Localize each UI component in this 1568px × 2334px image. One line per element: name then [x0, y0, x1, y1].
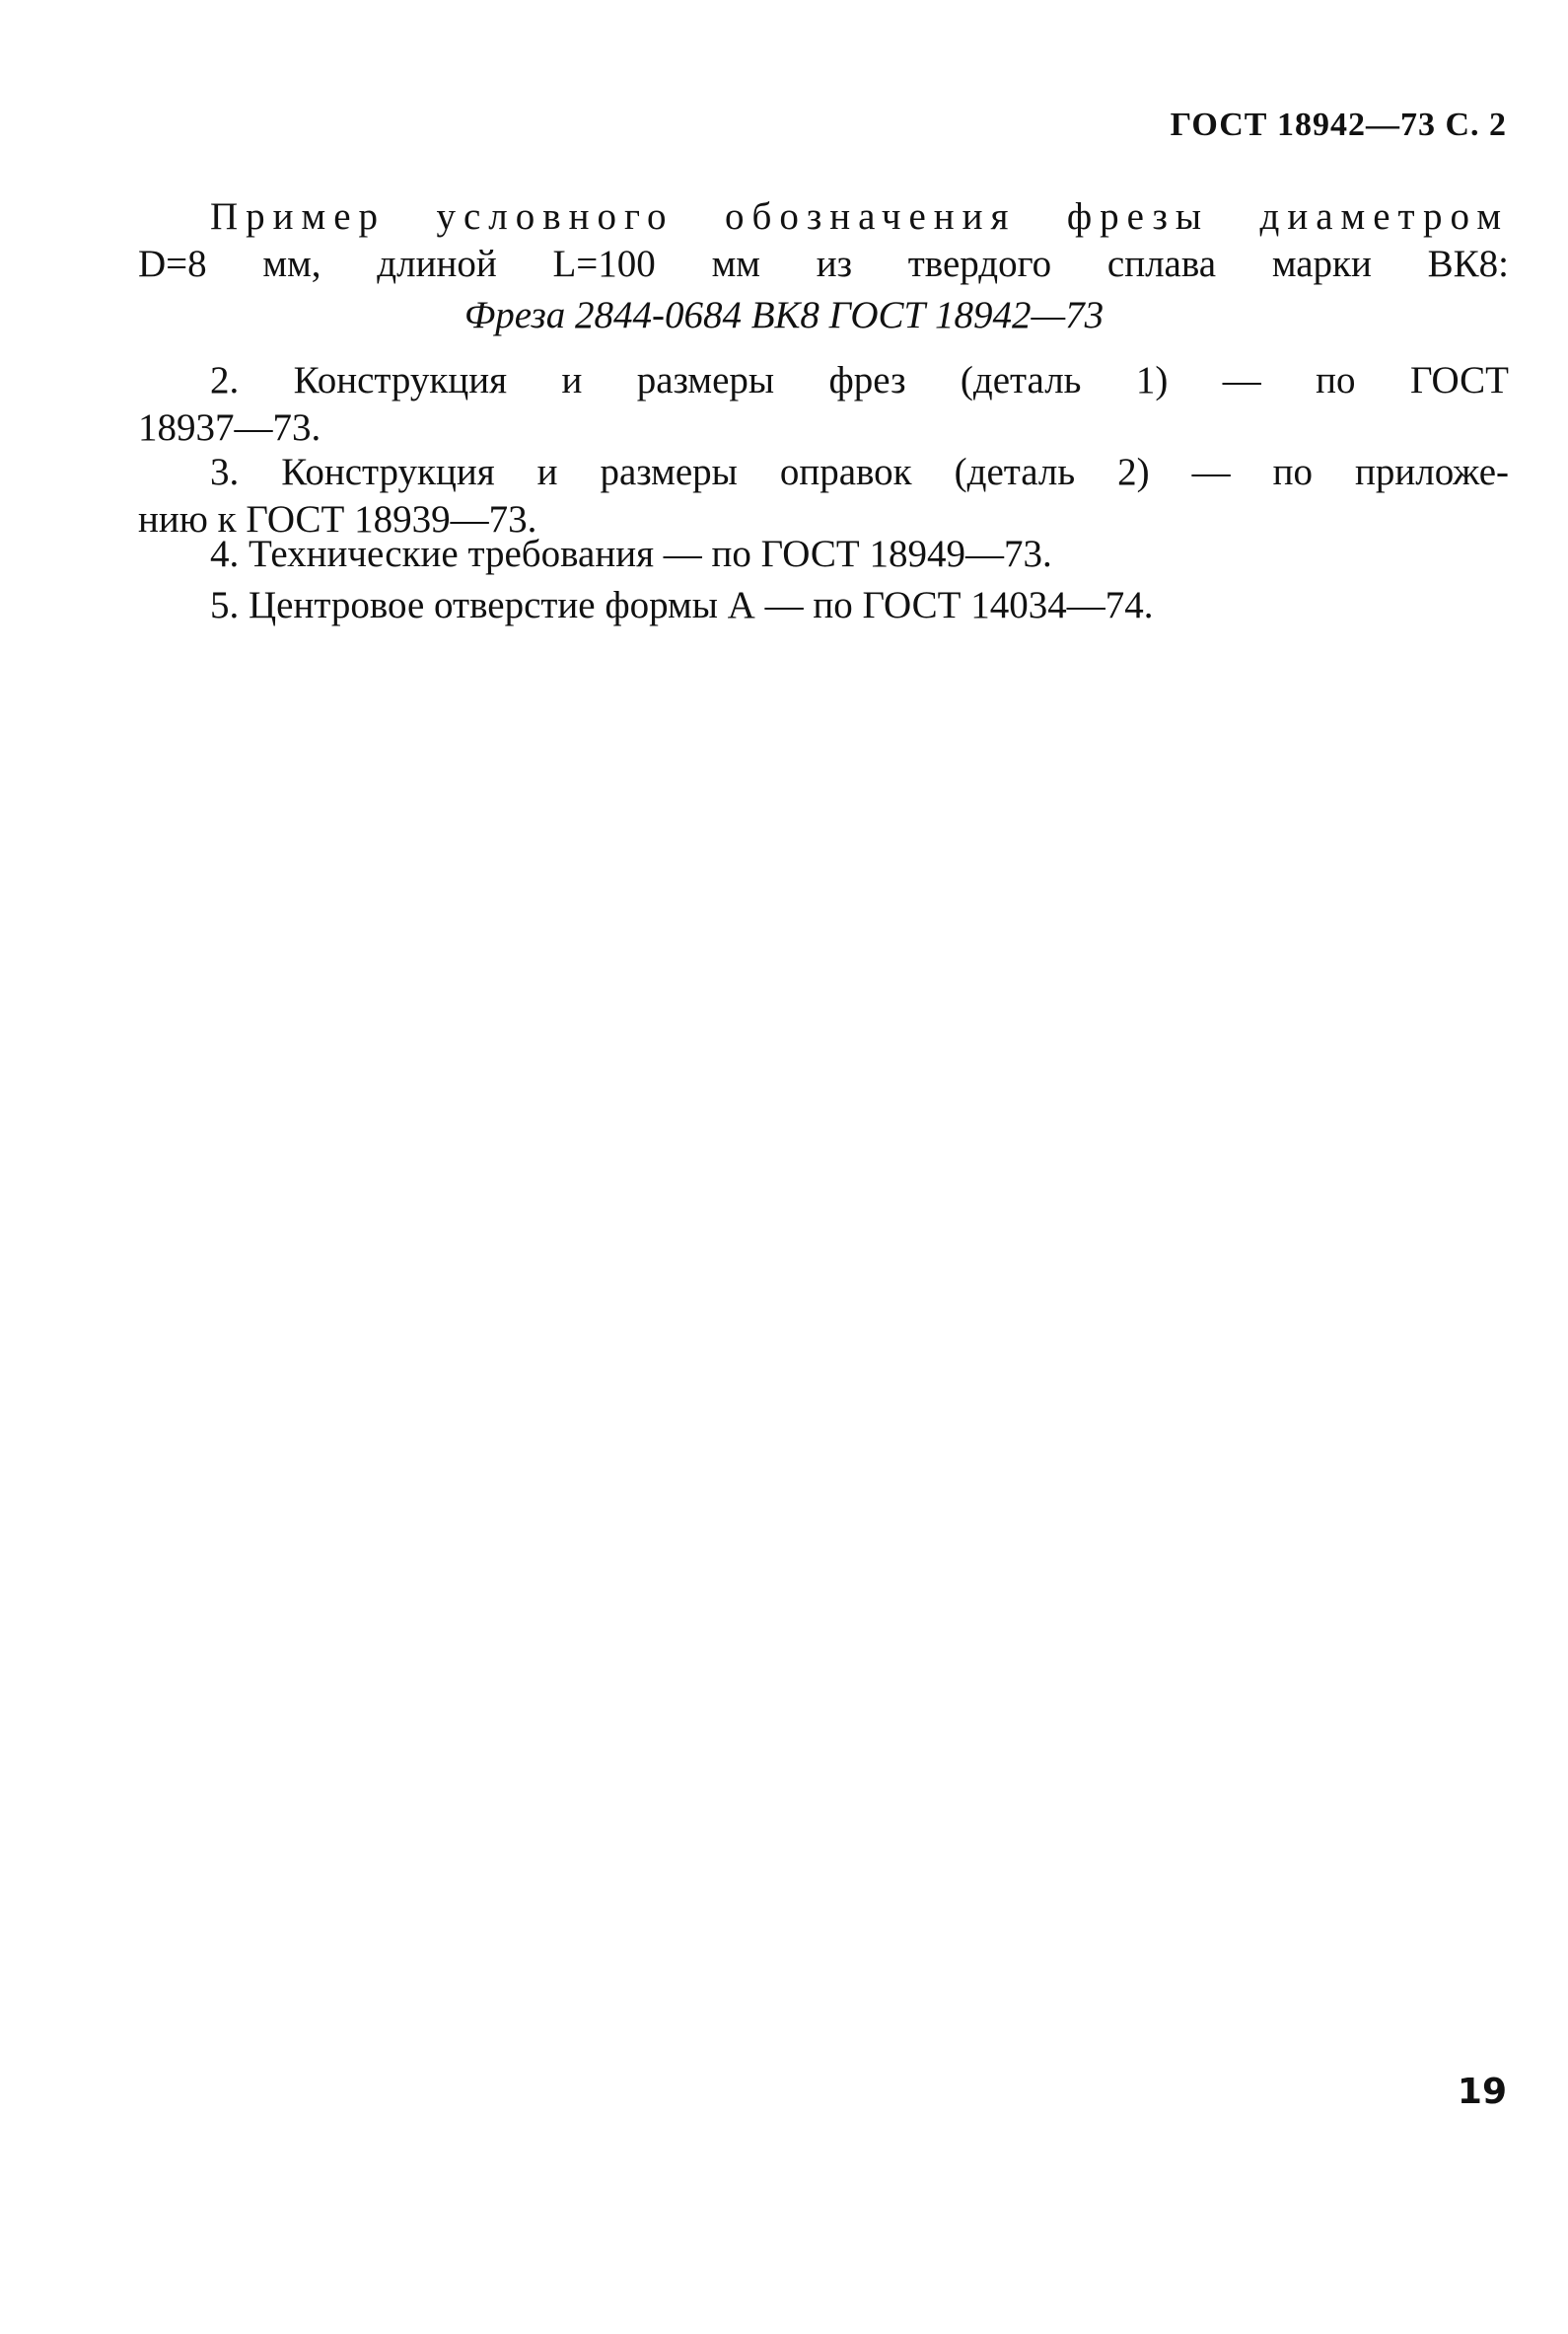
item-2-line-1: 2. Конструкция и размеры фрез (деталь 1) — по ГОСТ — [210, 359, 1509, 401]
running-head: ГОСТ 18942—73 С. 2 — [1170, 107, 1507, 143]
item-4-line-1: 4. Технические требования — по ГОСТ 18949—73. — [210, 533, 1052, 575]
item-3-line-2: нию к ГОСТ 18939—73. — [138, 498, 537, 541]
example-line-1: Пример условного обозначения фрезы диаметром — [210, 195, 1509, 238]
item-3-line-1: 3. Конструкция и размеры оправок (деталь 2) — по приложе- — [210, 451, 1509, 493]
page-number: 19 — [1457, 2072, 1507, 2112]
example-line-2: D=8 мм, длиной L=100 мм из твердого сплава марки ВК8: — [138, 243, 1509, 285]
item-2-line-2: 18937—73. — [138, 406, 321, 449]
designation-example: Фреза 2844-0684 ВК8 ГОСТ 18942—73 — [463, 294, 1105, 336]
item-5-line-1: 5. Центровое отверстие формы А — по ГОСТ 14034—74. — [210, 584, 1154, 626]
